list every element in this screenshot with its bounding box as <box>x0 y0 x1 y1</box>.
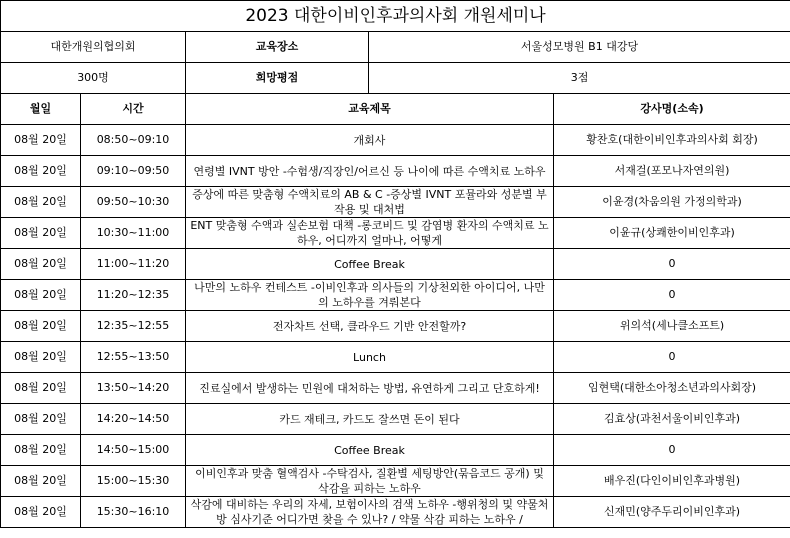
row-date <box>1 156 81 187</box>
table-row <box>1 218 790 249</box>
row-speaker-text: 신재민(양주두리이비인후과) <box>603 505 741 518</box>
row-date <box>1 125 81 156</box>
row-date-text: 08월 20일 <box>14 257 67 270</box>
row-title <box>186 249 554 280</box>
row-title-text: Coffee Break <box>334 257 405 271</box>
row-title-text: 이비인후과 맞춤 혈액검사 -수탁검사, 질환별 세팅방안(묶음코드 공개) 및 삭감을 피하는 노하우 <box>195 467 544 495</box>
row-time <box>81 218 186 249</box>
row-date-text: 08월 20일 <box>14 443 67 456</box>
table-row <box>1 280 790 311</box>
info-row-venue <box>1 32 790 63</box>
row-date-text: 08월 20일 <box>14 505 67 518</box>
row-title-text: 삭감에 대비하는 우리의 자세, 보험이사의 검색 노하우 -행위청의 및 약물처방 심사기준 어디가면 찾을 수 있나? / 약물 삭감 피하는 노하우 / <box>190 498 549 526</box>
row-time <box>81 497 186 528</box>
row-time-text: 09:10~09:50 <box>96 164 170 177</box>
table-row <box>1 466 790 497</box>
row-speaker <box>554 466 790 497</box>
row-speaker-text: 0 <box>668 443 676 456</box>
row-title <box>186 497 554 528</box>
row-time-text: 12:55~13:50 <box>96 350 170 363</box>
row-speaker-text: 위의석(세나클소프트) <box>619 319 725 332</box>
row-time-text: 14:20~14:50 <box>96 412 170 425</box>
row-title <box>186 373 554 404</box>
row-date <box>1 466 81 497</box>
row-title <box>186 187 554 218</box>
row-date <box>1 342 81 373</box>
capacity: 300명 <box>1 63 186 94</box>
row-date <box>1 311 81 342</box>
row-time-text: 15:00~15:30 <box>96 474 170 487</box>
header-row <box>1 94 790 125</box>
row-date <box>1 497 81 528</box>
table-row <box>1 125 790 156</box>
row-speaker <box>554 156 790 187</box>
row-date <box>1 404 81 435</box>
row-speaker <box>554 435 790 466</box>
row-speaker <box>554 497 790 528</box>
row-speaker <box>554 404 790 435</box>
row-title-text: 진료실에서 발생하는 민원에 대처하는 방법, 유연하게 그리고 단호하게! <box>199 381 540 395</box>
row-time-text: 11:00~11:20 <box>96 257 170 270</box>
row-speaker <box>554 187 790 218</box>
row-date-text: 08월 20일 <box>14 319 67 332</box>
row-speaker <box>554 249 790 280</box>
row-date-text: 08월 20일 <box>14 350 67 363</box>
row-date <box>1 280 81 311</box>
row-time <box>81 466 186 497</box>
row-speaker <box>554 218 790 249</box>
table-row <box>1 404 790 435</box>
score-label: 희망평점 <box>186 63 369 94</box>
row-speaker-text: 0 <box>668 257 676 270</box>
row-speaker-text: 이윤규(상쾌한이비인후과) <box>609 226 735 239</box>
table-row <box>1 497 790 528</box>
header-time: 시간 <box>81 94 186 125</box>
row-time <box>81 342 186 373</box>
row-time <box>81 280 186 311</box>
row-title <box>186 466 554 497</box>
row-time <box>81 311 186 342</box>
row-title <box>186 404 554 435</box>
score: 3점 <box>369 63 790 94</box>
header-speaker: 강사명(소속) <box>554 94 790 125</box>
page-title: 2023 대한이비인후과의사회 개원세미나 <box>1 1 790 32</box>
row-time <box>81 435 186 466</box>
row-date-text: 08월 20일 <box>14 412 67 425</box>
row-title-text: 개회사 <box>353 133 386 147</box>
row-title <box>186 342 554 373</box>
row-speaker <box>554 125 790 156</box>
row-title-text: 나만의 노하우 컨테스트 -이비인후과 의사들의 기상천외한 아이디어, 나만의 노하우를 겨뤄본다 <box>194 281 545 309</box>
row-title <box>186 125 554 156</box>
row-speaker <box>554 280 790 311</box>
row-speaker-text: 황찬호(대한이비인후과의사회 회장) <box>586 133 758 146</box>
row-speaker-text: 배우진(다인이비인후과병원) <box>603 474 741 487</box>
row-speaker-text: 서재걸(포모나자연의원) <box>614 164 730 177</box>
row-time <box>81 404 186 435</box>
table-row <box>1 156 790 187</box>
row-title-text: ENT 맞춤형 수액과 실손보험 대책 -롱코비드 및 감염병 환자의 수액치료 노하우, 어디까지 얼마나, 어떻게 <box>190 219 549 247</box>
row-title <box>186 280 554 311</box>
row-time-text: 13:50~14:20 <box>96 381 170 394</box>
row-time-text: 08:50~09:10 <box>96 133 170 146</box>
row-date-text: 08월 20일 <box>14 164 67 177</box>
row-title-text: 연령별 IVNT 방안 -수험생/직장인/어르신 등 나이에 따른 수액치료 노하우 <box>193 164 546 178</box>
row-speaker <box>554 311 790 342</box>
row-date <box>1 218 81 249</box>
row-title <box>186 435 554 466</box>
row-time <box>81 373 186 404</box>
row-time-text: 15:30~16:10 <box>96 505 170 518</box>
row-speaker-text: 이윤경(차움의원 가정의학과) <box>602 195 742 208</box>
title-row <box>1 1 790 32</box>
row-date-text: 08월 20일 <box>14 474 67 487</box>
row-date-text: 08월 20일 <box>14 133 67 146</box>
header-date: 월일 <box>1 94 81 125</box>
table-row <box>1 249 790 280</box>
table-row <box>1 187 790 218</box>
info-row-score <box>1 63 790 94</box>
row-title <box>186 156 554 187</box>
row-time-text: 14:50~15:00 <box>96 443 170 456</box>
row-date-text: 08월 20일 <box>14 288 67 301</box>
row-title-text: 카드 재테크, 카드도 잘쓰면 돈이 된다 <box>279 412 460 426</box>
row-time-text: 12:35~12:55 <box>96 319 170 332</box>
row-speaker <box>554 342 790 373</box>
header-title: 교육제목 <box>186 94 554 125</box>
row-date <box>1 435 81 466</box>
table-row <box>1 342 790 373</box>
row-title-text: 전자차트 선택, 클라우드 기반 안전할까? <box>272 319 467 333</box>
row-speaker-text: 0 <box>668 350 676 363</box>
row-speaker-text: 0 <box>668 288 676 301</box>
row-speaker <box>554 373 790 404</box>
row-date-text: 08월 20일 <box>14 226 67 239</box>
row-time <box>81 125 186 156</box>
row-speaker-text: 김효상(과천서울이비인후과) <box>603 412 741 425</box>
row-title-text: 증상에 따른 맞춤형 수액치료의 AB & C -증상별 IVNT 포뮬라와 성분별 부작용 및 대처법 <box>192 188 547 216</box>
row-date <box>1 187 81 218</box>
row-time-text: 09:50~10:30 <box>96 195 170 208</box>
row-title <box>186 218 554 249</box>
row-title <box>186 311 554 342</box>
row-time <box>81 249 186 280</box>
row-title-text: Coffee Break <box>334 443 405 457</box>
row-date <box>1 249 81 280</box>
row-time <box>81 187 186 218</box>
table-row <box>1 373 790 404</box>
venue-label: 교육장소 <box>186 32 369 63</box>
row-date <box>1 373 81 404</box>
row-time-text: 10:30~11:00 <box>96 226 170 239</box>
table-row <box>1 435 790 466</box>
table-row <box>1 311 790 342</box>
row-time-text: 11:20~12:35 <box>96 288 170 301</box>
row-title-text: Lunch <box>353 350 386 364</box>
venue: 서울성모병원 B1 대강당 <box>369 32 790 63</box>
row-speaker-text: 임현택(대한소아청소년과의사회장) <box>588 381 756 394</box>
row-date-text: 08월 20일 <box>14 381 67 394</box>
organizer: 대한개원의협의회 <box>1 32 186 63</box>
row-date-text: 08월 20일 <box>14 195 67 208</box>
row-time <box>81 156 186 187</box>
